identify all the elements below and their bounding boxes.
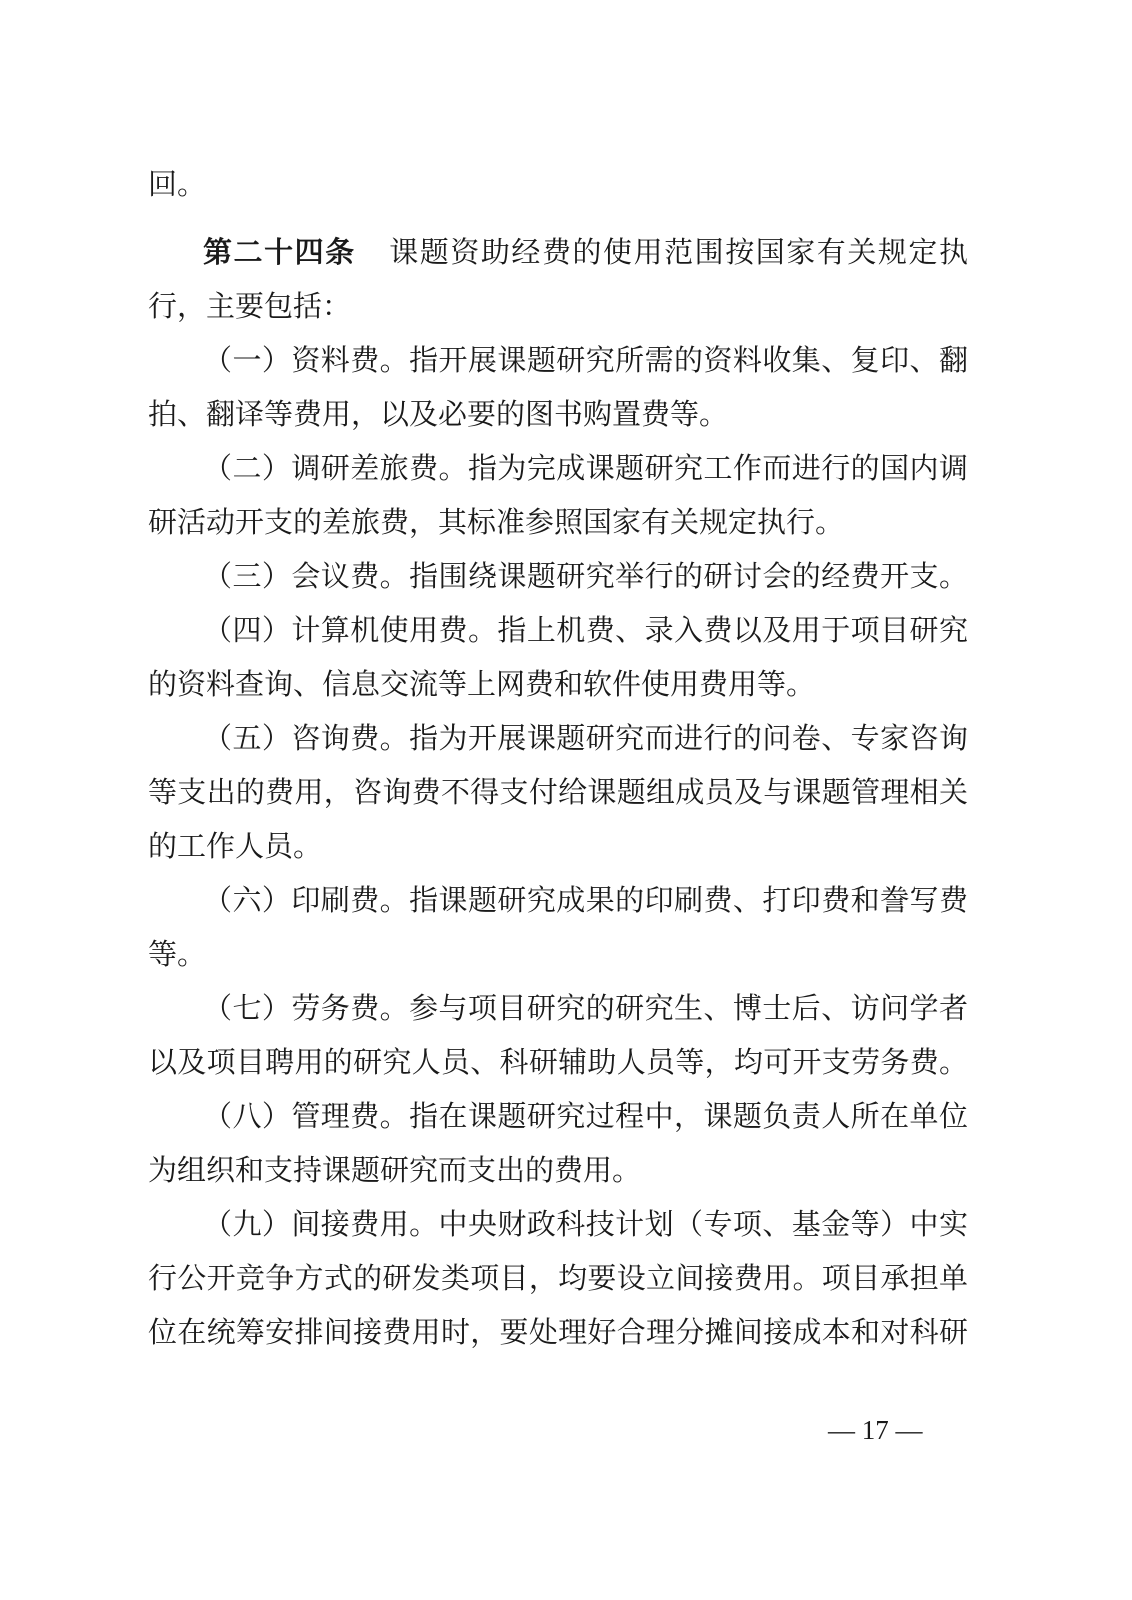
item-2-line-1: （二）调研差旅费。指为完成课题研究工作而进行的国内调 (203, 451, 968, 485)
item-8-line-1: （八）管理费。指在课题研究过程中，课题负责人所在单位 (203, 1099, 968, 1133)
item-1-line-2: 拍、翻译等费用，以及必要的图书购置费等。 (148, 397, 729, 431)
text-line-continuation: 回。 (148, 167, 207, 201)
item-9-line-3: 位在统筹安排间接费用时，要处理好合理分摊间接成本和对科研 (148, 1315, 968, 1349)
item-5-line-1: （五）咨询费。指为开展课题研究而进行的问卷、专家咨询 (203, 721, 968, 755)
article-24-first-line (203, 232, 968, 272)
item-5-line-3: 的工作人员。 (148, 829, 323, 863)
item-7-line-2: 以及项目聘用的研究人员、科研辅助人员等，均可开支劳务费。 (148, 1045, 968, 1079)
item-4-line-2: 的资料查询、信息交流等上网费和软件使用费用等。 (148, 667, 816, 701)
text-line: 行，主要包括： (148, 289, 352, 323)
article-heading: 第二十四条 (203, 235, 356, 269)
item-9-line-2: 行公开竞争方式的研发类项目，均要设立间接费用。项目承担单 (148, 1261, 968, 1295)
item-4-line-1: （四）计算机使用费。指上机费、录入费以及用于项目研究 (203, 613, 968, 647)
item-3-line-1: （三）会议费。指围绕课题研究举行的研讨会的经费开支。 (203, 559, 968, 593)
item-8-line-2: 为组织和支持课题研究而支出的费用。 (148, 1153, 642, 1187)
article-24-text: 课题资助经费的使用范围按国家有关规定执 (387, 235, 968, 269)
item-6-line-2: 等。 (148, 937, 207, 971)
item-2-line-2: 研活动开支的差旅费，其标准参照国家有关规定执行。 (148, 505, 845, 539)
item-6-line-1: （六）印刷费。指课题研究成果的印刷费、打印费和誊写费 (203, 883, 968, 917)
page-number: — 17 — (828, 1415, 923, 1445)
item-5-line-2: 等支出的费用，咨询费不得支付给课题组成员及与课题管理相关 (148, 775, 968, 809)
item-9-line-1: （九）间接费用。中央财政科技计划（专项、基金等）中实 (203, 1207, 968, 1241)
item-1-line-1: （一）资料费。指开展课题研究所需的资料收集、复印、翻 (203, 343, 968, 377)
item-7-line-1: （七）劳务费。参与项目研究的研究生、博士后、访问学者 (203, 991, 968, 1025)
